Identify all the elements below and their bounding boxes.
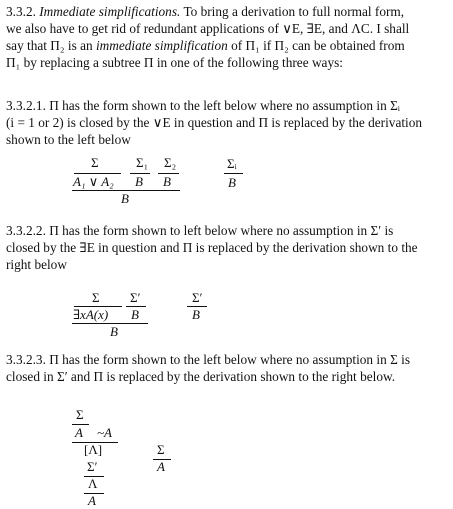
paragraph-line: shown to the left below xyxy=(6,132,131,147)
paragraph-text: of Π₁ if Π₂ can be obtained from xyxy=(231,38,405,53)
section-3-3-2 xyxy=(6,3,447,71)
paragraph-line: (i = 1 or 2) is closed by the ∨E in question and Π is replaced by the derivation xyxy=(6,115,423,130)
falsum: Λ xyxy=(88,476,98,491)
paragraph-line: Π₁ by replacing a subtree Π in one of the following three ways: xyxy=(6,55,343,70)
paragraph-line: we also have to get rid of redundant applications of ∨E, ∃E, and ΛC. I shall xyxy=(6,21,410,36)
paragraph-line: 3.3.2.3. Π has the form shown to the left below where no assumption in Σ is xyxy=(6,352,411,367)
inference-line xyxy=(224,173,243,174)
conclusion: A xyxy=(88,493,96,508)
premise-exists: ∃xA(x) xyxy=(73,307,109,322)
premise-not-a: ~A xyxy=(97,425,112,440)
paragraph-line: closed in Σ′ and Π is replaced by the derivation shown to the right below. xyxy=(6,369,396,384)
premise-b: B xyxy=(135,174,143,189)
sigma-i: Σᵢ xyxy=(227,156,237,171)
section-3-3-2-1 xyxy=(6,97,447,148)
sigma: Σ xyxy=(92,290,100,305)
premise-b: B xyxy=(131,307,139,322)
conclusion: B xyxy=(192,307,200,322)
sigma: Σ xyxy=(157,442,165,457)
conclusion: B xyxy=(121,191,129,206)
paragraph-line xyxy=(6,3,447,20)
paragraph-text: say that Π₂ is an xyxy=(6,38,93,53)
paragraph-line: 3.3.2.1. Π has the form shown to the left below where no assumption in Σᵢ xyxy=(6,98,400,113)
conclusion: A xyxy=(157,459,165,474)
section-3-3-2-3 xyxy=(6,351,447,385)
emphasis-term: immediate simplification xyxy=(95,38,228,53)
conclusion: B xyxy=(110,324,118,339)
sigma-prime: Σ′ xyxy=(130,290,141,305)
section-3-3-2-2 xyxy=(6,222,447,273)
paragraph-text: To bring a derivation to full normal form, xyxy=(183,4,405,19)
sigma-prime: Σ′ xyxy=(87,459,98,474)
paragraph-line xyxy=(6,37,447,54)
sigma-1: Σ₁ xyxy=(136,155,149,170)
paragraph-line: 3.3.2.2. Π has the form shown to left below where no assumption in Σ′ is xyxy=(6,223,394,238)
discharged-falsum: [Λ] xyxy=(84,442,103,457)
paragraph-line: right below xyxy=(6,257,67,272)
premise-a: A xyxy=(75,425,83,440)
premise-disjunction: A₁ ∨ A₂ xyxy=(73,174,114,189)
section-title: Immediate simplifications. xyxy=(39,4,181,19)
sigma: Σ xyxy=(76,407,84,422)
sigma-prime: Σ′ xyxy=(192,290,203,305)
paragraph-line: closed by the ∃E in question and Π is replaced by the derivation shown to the xyxy=(6,240,418,255)
premise-b: B xyxy=(163,174,171,189)
section-number: 3.3.2. xyxy=(6,4,36,19)
sigma-2: Σ₂ xyxy=(164,155,177,170)
conclusion: B xyxy=(228,175,236,190)
sigma: Σ xyxy=(91,155,99,170)
